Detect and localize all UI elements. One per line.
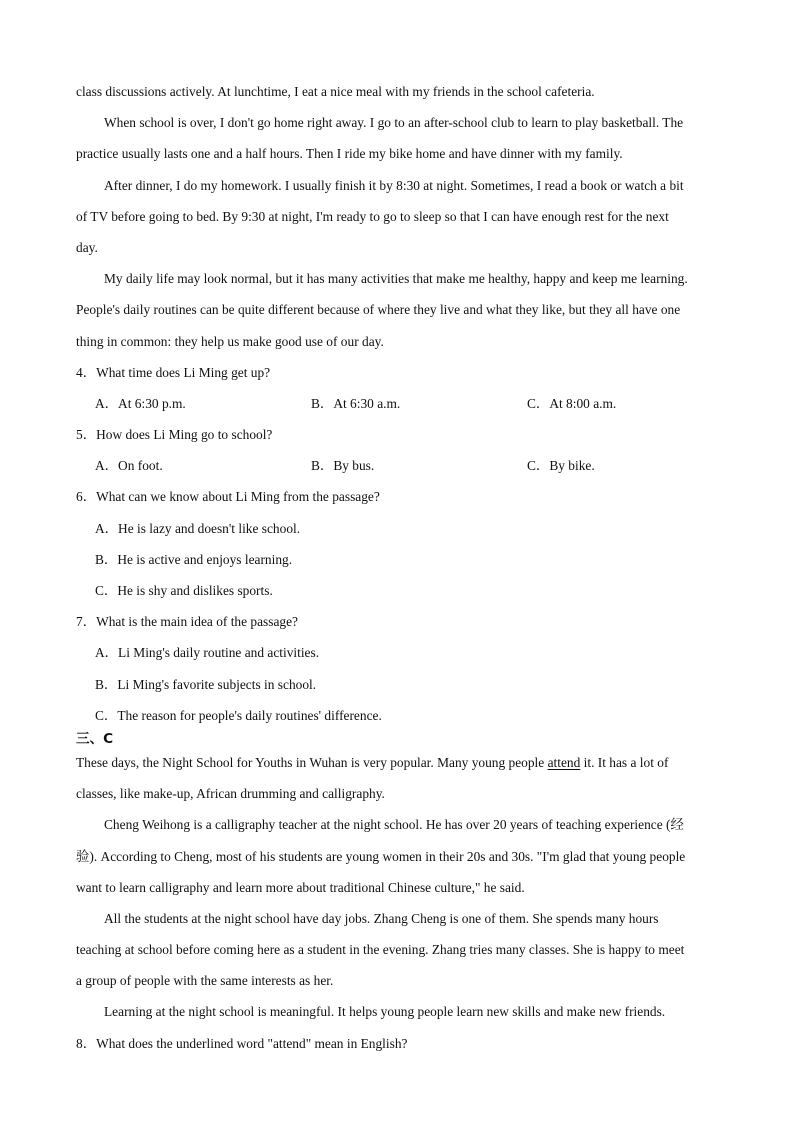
paragraph-line: People's daily routines can be quite different because of where they live and what they like, but they all have one: [76, 302, 681, 318]
paragraph-line: day.: [76, 239, 98, 255]
option-b: B．At 6:30 a.m.: [311, 395, 401, 411]
paragraph-line: Cheng Weihong is a calligraphy teacher at the night school. He has over 20 years of teaching experience (经: [104, 817, 684, 833]
option-a: A．He is lazy and doesn't like school.: [95, 520, 301, 536]
paragraph-line: a group of people with the same interests as her.: [76, 973, 334, 989]
option-c: C．The reason for people's daily routines' difference.: [95, 707, 382, 723]
paragraph-line: class discussions actively. At lunchtime, I eat a nice meal with my friends in the school cafeteria.: [76, 84, 595, 99]
question-stem: 4．What time does Li Ming get up?: [76, 364, 271, 380]
paragraph-line: thing in common: they help us make good use of our day.: [76, 333, 384, 349]
option-row: [76, 452, 744, 483]
option-c: C．He is shy and dislikes sports.: [95, 583, 273, 598]
text-segment: it. It has a lot of: [580, 754, 669, 770]
question-stem: 5．How does Li Ming go to school?: [76, 427, 273, 443]
paragraph-line: teaching at school before coming here as a student in the evening. Zhang tries many classes. She is happy to meet: [76, 942, 685, 958]
underlined-word: attend: [547, 754, 581, 770]
question-stem: 6．What can we know about Li Ming from the passage?: [76, 489, 380, 505]
question-stem: 8．What does the underlined word "attend" mean in English?: [76, 1035, 408, 1051]
paragraph-line: After dinner, I do my homework. I usually finish it by 8:30 at night. Sometimes, I read a book or watch a bit: [104, 177, 684, 193]
paragraph-line: All the students at the night school have day jobs. Zhang Cheng is one of them. She spends many hours: [104, 910, 659, 926]
paragraph-line: of TV before going to bed. By 9:30 at night, I'm ready to go to sleep so that I can have enough rest for the next: [76, 208, 669, 224]
paragraph-line: classes, like make-up, African drumming and calligraphy.: [76, 786, 385, 802]
paragraph-line: practice usually lasts one and a half hours. Then I ride my bike home and have dinner with my family.: [76, 146, 623, 162]
option-c: C．At 8:00 a.m.: [527, 395, 617, 411]
paragraph-line: 验). According to Cheng, most of his students are young women in their 20s and 30s. "I'm glad that young people: [76, 848, 686, 864]
paragraph-line: My daily life may look normal, but it has many activities that make me healthy, happy and keep me learning.: [104, 271, 688, 287]
option-a: A．At 6:30 p.m.: [95, 395, 186, 411]
paragraph-line: When school is over, I don't go home right away. I go to an after-school club to learn to play basketball. The: [104, 115, 684, 131]
option-a: A．On foot.: [95, 458, 163, 474]
option-a: A．Li Ming's daily routine and activities.: [95, 645, 320, 661]
option-b: B．He is active and enjoys learning.: [95, 551, 293, 567]
question-stem: 7．What is the main idea of the passage?: [76, 614, 298, 630]
document-page: [76, 78, 744, 1061]
option-b: B．Li Ming's favorite subjects in school.: [95, 676, 317, 692]
paragraph-line: want to learn calligraphy and learn more about traditional Chinese culture," he said.: [76, 879, 525, 895]
section-heading: 三、C: [76, 730, 114, 747]
option-c: C．By bike.: [527, 458, 595, 474]
paragraph-line: Learning at the night school is meaningful. It helps young people learn new skills and make new friends.: [104, 1004, 666, 1020]
option-row: [76, 390, 744, 421]
text-segment: These days, the Night School for Youths in Wuhan is very popular. Many young people: [76, 754, 548, 770]
paragraph-line: [76, 749, 744, 780]
option-b: B．By bus.: [311, 458, 375, 474]
